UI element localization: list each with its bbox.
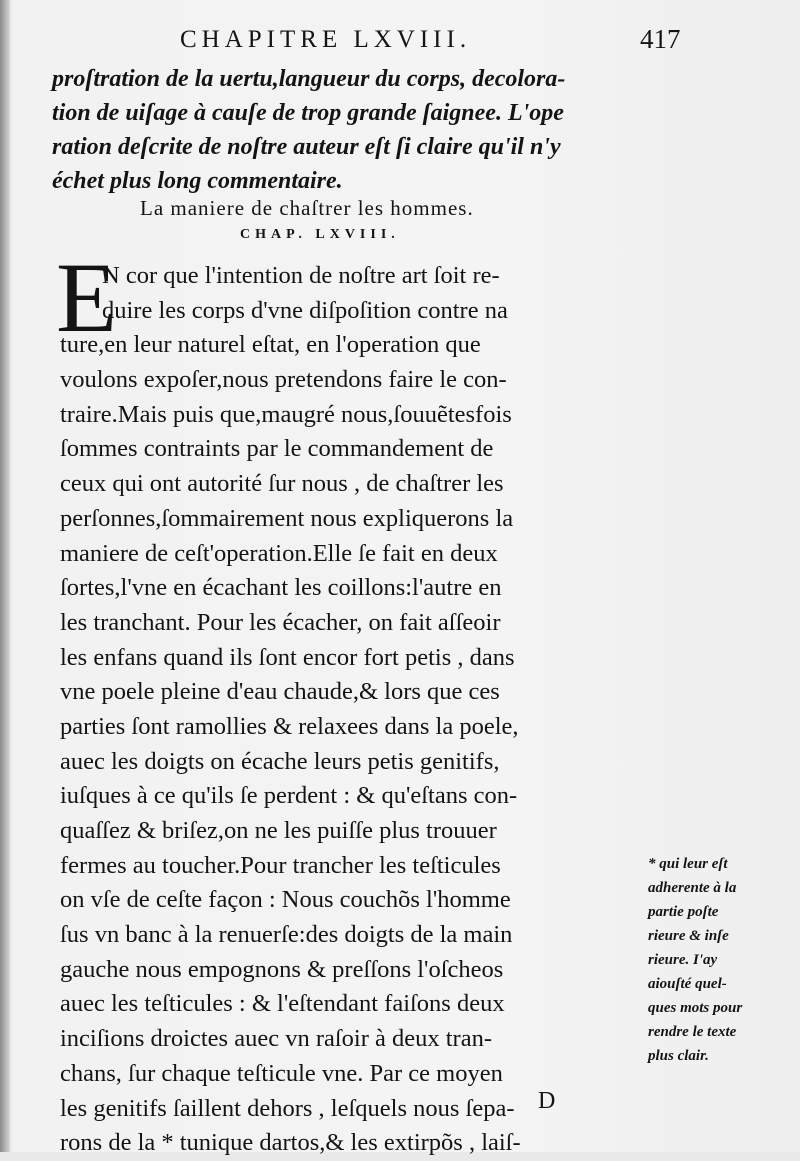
- marginal-note-line: adherente à la: [648, 880, 737, 896]
- marginal-note-line: partie poſte: [648, 904, 719, 920]
- body-line: inciſions droictes auec vn raſoir à deux tran-: [60, 1025, 492, 1053]
- commentary-line: ration deſcrite de noſtre auteur eſt ſi claire qu'il n'y: [52, 134, 561, 160]
- marginal-note-line: aiouſté quel-: [648, 976, 727, 992]
- commentary-line: échet plus long commentaire.: [52, 168, 343, 194]
- body-line: les genitifs ſaillent dehors , leſquels nous ſepa-: [60, 1094, 515, 1122]
- running-head: [0, 26, 800, 60]
- body-line: ſommes contraints par le commandement de: [60, 435, 494, 463]
- catchword: D: [538, 1088, 556, 1114]
- body-line: iuſques à ce qu'ils ſe perdent : & qu'eſtans con-: [60, 782, 518, 810]
- marginal-note-line: ques mots pour: [648, 1000, 743, 1016]
- drop-cap: E: [56, 242, 118, 353]
- commentary-line: proſtration de la uertu,langueur du corps, decolora-: [52, 66, 566, 92]
- body-line: fermes au toucher.Pour trancher les teſticules: [60, 851, 501, 879]
- body-line: voulons expoſer,nous pretendons faire le con-: [60, 366, 507, 394]
- body-line: auec les teſticules : & l'eſtendant faiſons deux: [60, 990, 505, 1018]
- chapter-label: CHAP. LXVIII.: [240, 227, 400, 242]
- marginal-note-line: rieure. I'ay: [648, 952, 718, 968]
- body-line: parties ſont ramollies & relaxees dans la poele,: [60, 712, 519, 740]
- body-text: [60, 259, 640, 1161]
- body-line: les tranchant. Pour les écacher, on fait aſſeoir: [60, 608, 501, 636]
- marginal-note: [648, 852, 796, 1068]
- body-line: ture,en leur naturel eſtat, en l'operation que: [60, 331, 481, 359]
- page-gutter-shadow: [0, 0, 10, 1152]
- page-number: 417: [640, 24, 681, 54]
- commentary-line: tion de uiſage à cauſe de trop grande ſaignee. L'ope: [52, 100, 564, 126]
- body-line: quaſſez & briſez,on ne les puiſſe plus trouuer: [60, 817, 497, 844]
- marginal-note-line: rendre le texte: [648, 1024, 737, 1040]
- marginal-note-line: * qui leur eſt: [648, 856, 728, 872]
- body-line: on vſe de ceſte façon : Nous couchõs l'homme: [60, 886, 511, 914]
- body-line: N cor que l'intention de noſtre art ſoit re-: [102, 262, 500, 289]
- chapter-title: CHAPITRE LXVIII.: [180, 26, 472, 53]
- body-line: gauche nous empognons & preſſons l'oſcheos: [60, 955, 504, 983]
- body-line: rons de la * tunique dartos,& les extirpõs , laiſ-: [60, 1129, 521, 1157]
- section-heading: La maniere de chaſtrer les hommes.: [140, 196, 474, 220]
- body-line: perſonnes,ſommairement nous expliquerons la: [60, 504, 514, 532]
- body-line: chans, ſur chaque teſticule vne. Par ce moyen: [60, 1059, 503, 1087]
- marginal-note-line: rieure & inſe: [648, 928, 729, 944]
- body-line: maniere de ceſt'operation.Elle ſe fait en deux: [60, 539, 498, 567]
- body-line: ceux qui ont autorité ſur nous , de chaſtrer les: [60, 470, 504, 498]
- body-line: les enfans quand ils ſont encor fort petis , dans: [60, 643, 515, 671]
- commentary-italic: [52, 62, 642, 198]
- body-line: ſortes,l'vne en écachant les coillons:l'autre en: [60, 574, 502, 602]
- body-line: ſus vn banc à la renuerſe:des doigts de la main: [60, 921, 513, 949]
- body-line: vne poele pleine d'eau chaude,& lors que ces: [60, 678, 500, 706]
- marginal-note-line: plus clair.: [648, 1048, 709, 1064]
- body-line: auec les doigts on écache leurs petis genitifs,: [60, 747, 500, 775]
- body-line: traire.Mais puis que,maugré nous,ſouuẽtesfois: [60, 400, 512, 428]
- body-line: duire les corps d'vne diſpoſition contre na: [102, 296, 508, 324]
